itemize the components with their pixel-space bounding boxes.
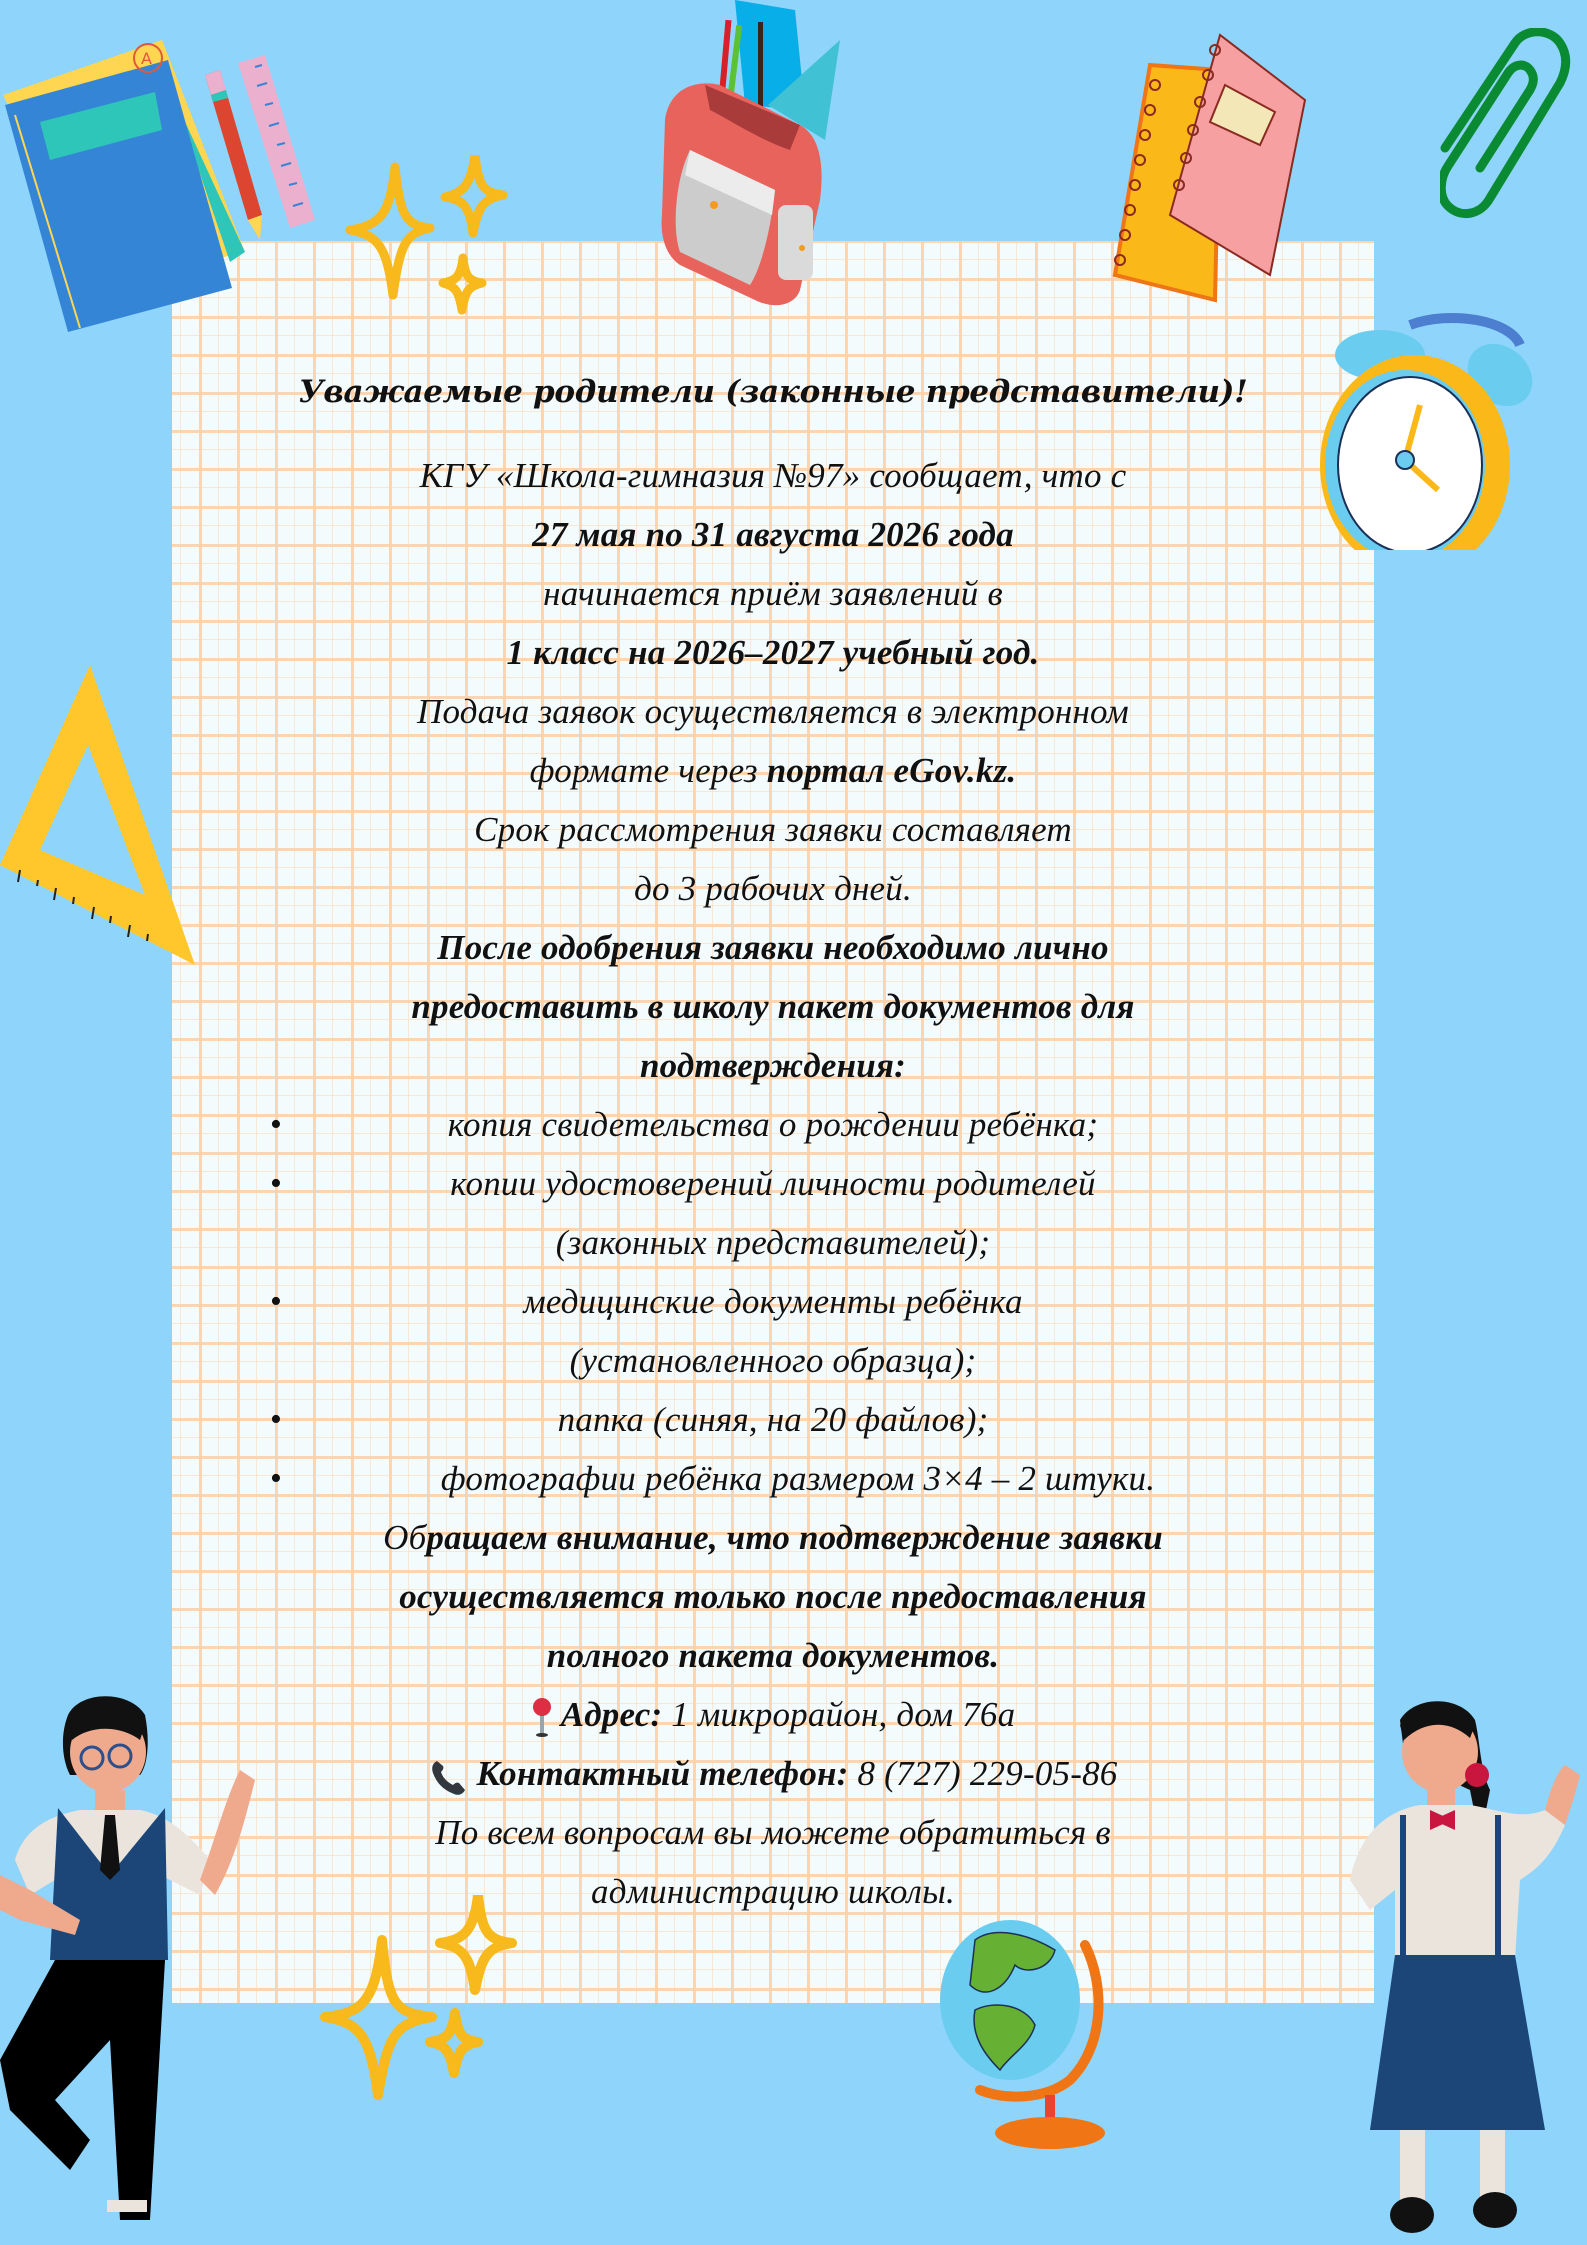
attention-prefix: Об bbox=[383, 1518, 427, 1557]
document-text: фотографии ребёнка размером 3×4 – 2 штуки. bbox=[440, 1459, 1156, 1498]
address-label: Адрес: bbox=[560, 1695, 663, 1734]
document-text-continued: (законных представителей); bbox=[555, 1223, 991, 1262]
document-text: папка (синяя, на 20 файлов); bbox=[557, 1400, 989, 1439]
after-approval-line-1: После одобрения заявки необходимо лично bbox=[437, 928, 1109, 967]
set-square-icon bbox=[0, 660, 200, 980]
egov-portal-link: портал eGov.kz. bbox=[766, 751, 1017, 790]
bullet-icon: • bbox=[270, 1283, 283, 1320]
after-approval-line-2: предоставить в школу пакет документов для bbox=[411, 987, 1135, 1026]
review-line-1: Срок рассмотрения заявки составляет bbox=[474, 810, 1072, 849]
backpack-icon bbox=[650, 0, 890, 310]
documents-list bbox=[172, 1095, 1374, 1508]
document-text-continued: (установленного образца); bbox=[569, 1341, 977, 1380]
address-value: 1 микрорайон, дом 76а bbox=[662, 1695, 1016, 1734]
submission-line-2 bbox=[172, 741, 1374, 800]
attention-line-1 bbox=[172, 1508, 1374, 1567]
submission-prefix: формате через bbox=[529, 751, 767, 790]
attention-line-3: полного пакета документов. bbox=[546, 1636, 1000, 1675]
list-item bbox=[172, 1095, 1374, 1154]
phone-line bbox=[172, 1744, 1374, 1803]
list-item bbox=[172, 1154, 1374, 1272]
after-approval-line-3: подтверждения: bbox=[639, 1046, 907, 1085]
greeting-heading: Уважаемые родители (законные представители)! bbox=[298, 374, 1248, 410]
address-line bbox=[172, 1685, 1374, 1744]
phone-label: Контактный телефон: bbox=[476, 1754, 849, 1793]
list-item bbox=[172, 1449, 1374, 1508]
admission-dates: 27 мая по 31 августа 2026 года bbox=[532, 515, 1014, 554]
paperclip-icon bbox=[1440, 28, 1580, 228]
intro-line: КГУ «Школа-гимназия №97» сообщает, что с bbox=[419, 456, 1127, 495]
grade-and-year: 1 класс на 2026–2027 учебный год. bbox=[506, 633, 1040, 672]
spiral-notebooks-icon bbox=[1110, 30, 1310, 305]
document-text: копия свидетельства о рождении ребёнка; bbox=[447, 1105, 1099, 1144]
sparkles-icon bbox=[345, 155, 515, 325]
closing-line-1: По всем вопросам вы можете обратиться в bbox=[435, 1813, 1111, 1852]
attention-bold: ращаем внимание, что подтверждение заявки bbox=[426, 1518, 1163, 1557]
attention-line-2: осуществляется только после предоставления bbox=[399, 1577, 1147, 1616]
list-item bbox=[172, 1272, 1374, 1390]
closing-line-2: администрацию школы. bbox=[591, 1872, 955, 1911]
bullet-icon: • bbox=[270, 1460, 283, 1497]
sparkles-icon bbox=[320, 1895, 540, 2105]
review-line-2: до 3 рабочих дней. bbox=[634, 869, 912, 908]
bullet-icon: • bbox=[270, 1401, 283, 1438]
telephone-icon bbox=[429, 1757, 469, 1797]
svg-text:A: A bbox=[141, 49, 152, 68]
bullet-icon: • bbox=[270, 1106, 283, 1143]
list-item bbox=[172, 1390, 1374, 1449]
admission-starts-line: начинается приём заявлений в bbox=[543, 574, 1003, 613]
submission-line-1: Подача заявок осуществляется в электронном bbox=[417, 692, 1129, 731]
phone-number[interactable]: 8 (727) 229-05-86 bbox=[848, 1754, 1118, 1793]
admission-notice bbox=[172, 360, 1374, 1921]
pushpin-icon bbox=[531, 1698, 553, 1738]
document-text: медицинские документы ребёнка bbox=[523, 1282, 1023, 1321]
document-text: копии удостоверений личности родителей bbox=[450, 1164, 1096, 1203]
globe-icon bbox=[935, 1905, 1135, 2160]
bullet-icon: • bbox=[270, 1165, 283, 1202]
ruler-icon bbox=[235, 55, 325, 240]
